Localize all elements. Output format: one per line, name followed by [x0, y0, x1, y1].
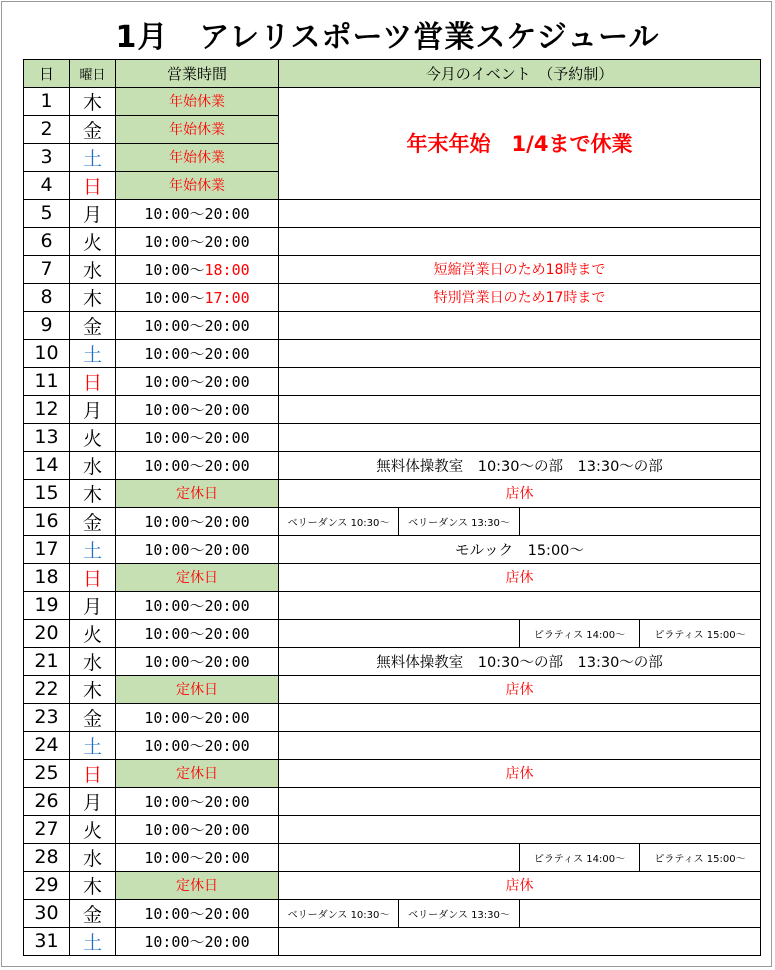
hours-cell: 10:00～20:00	[116, 311, 279, 339]
weekday-cell: 土	[70, 731, 116, 759]
event-cell: 店休	[279, 759, 761, 787]
weekday-cell: 木	[70, 479, 116, 507]
event-cell: 店休	[279, 563, 761, 591]
day-cell: 19	[24, 591, 70, 619]
day-cell: 29	[24, 871, 70, 899]
table-row	[24, 535, 761, 563]
weekday-cell: 金	[70, 115, 116, 143]
event-cell	[279, 311, 761, 339]
day-cell: 5	[24, 199, 70, 227]
event-cell	[279, 227, 761, 255]
day-cell: 7	[24, 255, 70, 283]
table-row	[24, 423, 761, 451]
hours-cell: 年始休業	[116, 171, 279, 199]
event-slot: ベリーダンス 10:30～	[279, 507, 399, 535]
table-row	[24, 647, 761, 675]
day-cell: 3	[24, 143, 70, 171]
event-slot: ベリーダンス 13:30～	[399, 899, 520, 927]
weekday-cell: 木	[70, 871, 116, 899]
table-row	[24, 451, 761, 479]
table-row	[24, 703, 761, 731]
hours-cell: 10:00～20:00	[116, 899, 279, 927]
header-hours: 営業時間	[116, 60, 279, 88]
page-title: 1月 アレリスポーツ営業スケジュール	[115, 20, 660, 55]
weekday-cell: 日	[70, 759, 116, 787]
table-row	[24, 339, 761, 367]
weekday-cell: 火	[70, 423, 116, 451]
hours-cell: 定休日	[116, 871, 279, 899]
day-cell: 30	[24, 899, 70, 927]
weekday-cell: 金	[70, 899, 116, 927]
table-row	[24, 759, 761, 787]
event-cell	[279, 731, 761, 759]
event-cell: 無料体操教室 10:30～の部 13:30～の部	[279, 647, 761, 675]
hours-cell: 年始休業	[116, 143, 279, 171]
hours-cell: 10:00～20:00	[116, 619, 279, 647]
header-day: 日	[24, 60, 70, 88]
hours-cell: 定休日	[116, 479, 279, 507]
event-cell: 店休	[279, 675, 761, 703]
hours-cell	[116, 255, 279, 283]
weekday-cell: 月	[70, 395, 116, 423]
hours-cell: 10:00～20:00	[116, 647, 279, 675]
hours-cell: 10:00～20:00	[116, 731, 279, 759]
hours-end: 18:00	[204, 260, 250, 279]
weekday-cell: 火	[70, 815, 116, 843]
day-cell: 15	[24, 479, 70, 507]
hours-cell: 10:00～20:00	[116, 395, 279, 423]
hours-cell	[116, 283, 279, 311]
weekday-cell: 火	[70, 619, 116, 647]
hours-cell: 定休日	[116, 675, 279, 703]
event-cell: 年末年始 1/4まで休業	[279, 87, 761, 199]
day-cell: 26	[24, 787, 70, 815]
event-cell: 店休	[279, 871, 761, 899]
hours-cell: 10:00～20:00	[116, 591, 279, 619]
event-slot	[520, 507, 761, 535]
day-cell: 18	[24, 563, 70, 591]
day-cell: 8	[24, 283, 70, 311]
weekday-cell: 木	[70, 283, 116, 311]
event-cell: 特別営業日のため17時まで	[279, 283, 761, 311]
table-row	[24, 311, 761, 339]
weekday-cell: 火	[70, 227, 116, 255]
day-cell: 23	[24, 703, 70, 731]
table-row	[24, 255, 761, 283]
weekday-cell: 土	[70, 143, 116, 171]
day-cell: 16	[24, 507, 70, 535]
day-cell: 28	[24, 843, 70, 871]
event-slot: ベリーダンス 13:30～	[399, 507, 520, 535]
event-cell	[279, 199, 761, 227]
hours-cell: 10:00～20:00	[116, 507, 279, 535]
table-row	[24, 227, 761, 255]
day-cell: 14	[24, 451, 70, 479]
table-row	[24, 927, 761, 955]
day-cell: 21	[24, 647, 70, 675]
header-event: 今月のイベント （予約制）	[279, 60, 761, 88]
event-slot: ピラティス 14:00～	[520, 843, 640, 871]
hours-cell: 10:00～20:00	[116, 787, 279, 815]
day-cell: 2	[24, 115, 70, 143]
table-row	[24, 479, 761, 507]
header-row	[24, 60, 761, 88]
day-cell: 4	[24, 171, 70, 199]
day-cell: 11	[24, 367, 70, 395]
day-cell: 24	[24, 731, 70, 759]
event-slot	[279, 619, 520, 647]
table-row	[24, 507, 761, 535]
event-slot	[279, 843, 520, 871]
day-cell: 27	[24, 815, 70, 843]
table-row	[24, 787, 761, 815]
event-slot: ピラティス 14:00～	[520, 619, 640, 647]
day-cell: 1	[24, 87, 70, 115]
event-slot: ピラティス 15:00～	[640, 843, 761, 871]
day-cell: 20	[24, 619, 70, 647]
hours-cell: 10:00～20:00	[116, 199, 279, 227]
event-cell	[279, 703, 761, 731]
day-cell: 31	[24, 927, 70, 955]
table-row	[24, 675, 761, 703]
hours-cell: 10:00～20:00	[116, 815, 279, 843]
day-cell: 6	[24, 227, 70, 255]
table-row	[24, 563, 761, 591]
event-cell	[279, 927, 761, 955]
hours-start: 10:00～	[144, 288, 205, 307]
weekday-cell: 金	[70, 703, 116, 731]
event-slot: ピラティス 15:00～	[640, 619, 761, 647]
weekday-cell: 金	[70, 311, 116, 339]
event-cell: 無料体操教室 10:30～の部 13:30～の部	[279, 451, 761, 479]
weekday-cell: 木	[70, 87, 116, 115]
hours-cell: 10:00～20:00	[116, 843, 279, 871]
event-cell: 店休	[279, 479, 761, 507]
table-row	[24, 843, 761, 871]
weekday-cell: 土	[70, 927, 116, 955]
hours-cell: 10:00～20:00	[116, 927, 279, 955]
hours-cell: 10:00～20:00	[116, 339, 279, 367]
hours-cell: 10:00～20:00	[116, 451, 279, 479]
header-weekday: 曜日	[70, 60, 116, 88]
event-cell	[279, 367, 761, 395]
hours-cell: 年始休業	[116, 115, 279, 143]
event-cell: モルック 15:00～	[279, 535, 761, 563]
day-cell: 12	[24, 395, 70, 423]
table-row	[24, 871, 761, 899]
day-cell: 25	[24, 759, 70, 787]
weekday-cell: 日	[70, 563, 116, 591]
day-cell: 22	[24, 675, 70, 703]
weekday-cell: 水	[70, 255, 116, 283]
hours-cell: 10:00～20:00	[116, 703, 279, 731]
event-cell	[279, 591, 761, 619]
event-cell	[279, 423, 761, 451]
weekday-cell: 月	[70, 591, 116, 619]
hours-cell: 定休日	[116, 759, 279, 787]
event-cell	[279, 815, 761, 843]
day-cell: 9	[24, 311, 70, 339]
event-cell	[279, 395, 761, 423]
hours-start: 10:00～	[144, 260, 205, 279]
hours-cell: 10:00～20:00	[116, 227, 279, 255]
event-cell	[279, 339, 761, 367]
hours-end: 17:00	[204, 288, 250, 307]
table-row	[24, 619, 761, 647]
table-row	[24, 199, 761, 227]
table-row	[24, 731, 761, 759]
weekday-cell: 水	[70, 647, 116, 675]
table-row	[24, 899, 761, 927]
weekday-cell: 土	[70, 339, 116, 367]
weekday-cell: 日	[70, 171, 116, 199]
table-row	[24, 87, 761, 115]
day-cell: 13	[24, 423, 70, 451]
weekday-cell: 月	[70, 787, 116, 815]
table-row	[24, 283, 761, 311]
day-cell: 17	[24, 535, 70, 563]
hours-cell: 10:00～20:00	[116, 423, 279, 451]
weekday-cell: 水	[70, 843, 116, 871]
table-row	[24, 815, 761, 843]
event-cell: 短縮営業日のため18時まで	[279, 255, 761, 283]
hours-cell: 10:00～20:00	[116, 367, 279, 395]
weekday-cell: 金	[70, 507, 116, 535]
table-row	[24, 591, 761, 619]
weekday-cell: 土	[70, 535, 116, 563]
event-slot	[520, 899, 761, 927]
event-cell	[279, 787, 761, 815]
weekday-cell: 水	[70, 451, 116, 479]
hours-cell: 年始休業	[116, 87, 279, 115]
weekday-cell: 月	[70, 199, 116, 227]
day-cell: 10	[24, 339, 70, 367]
weekday-cell: 木	[70, 675, 116, 703]
hours-cell: 定休日	[116, 563, 279, 591]
schedule-table	[23, 59, 761, 956]
table-row	[24, 395, 761, 423]
table-row	[24, 367, 761, 395]
hours-cell: 10:00～20:00	[116, 535, 279, 563]
weekday-cell: 日	[70, 367, 116, 395]
event-slot: ベリーダンス 10:30～	[279, 899, 399, 927]
